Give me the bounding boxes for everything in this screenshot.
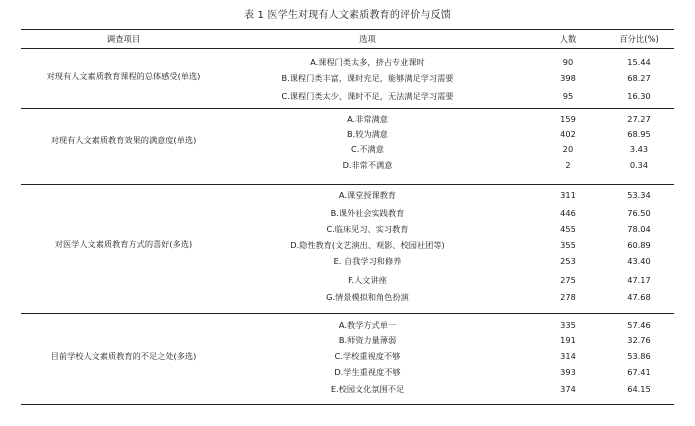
percent-value: 43.40 <box>627 256 651 266</box>
percent-value: 67.41 <box>627 367 651 377</box>
option-text: A.非常满意 <box>347 114 388 124</box>
count-value: 95 <box>562 91 574 101</box>
option-text: E. 自我学习和修养 <box>333 256 402 266</box>
table-top-rule <box>21 29 674 30</box>
percent-value: 3.43 <box>629 144 649 154</box>
count-value: 355 <box>560 240 576 250</box>
count-value: 278 <box>560 292 576 302</box>
count-value: 402 <box>560 129 576 139</box>
count-value: 393 <box>560 367 576 377</box>
option-text: A.课堂授课教育 <box>338 190 397 200</box>
header-item: 调查项目 <box>106 34 141 44</box>
percent-value: 47.17 <box>627 275 651 285</box>
percent-value: 16.30 <box>627 91 651 101</box>
count-value: 398 <box>560 73 576 83</box>
option-text: D.学生重视度不够 <box>334 367 401 377</box>
option-text: B.师资力量薄弱 <box>338 335 397 345</box>
percent-value: 0.34 <box>629 160 649 170</box>
group-separator-rule <box>21 313 674 314</box>
percent-value: 60.89 <box>627 240 651 250</box>
percent-value: 78.04 <box>627 224 651 234</box>
option-text: E.校园文化氛围不足 <box>330 384 405 394</box>
percent-value: 64.15 <box>627 384 651 394</box>
option-text: A.教学方式单一 <box>338 320 397 330</box>
option-text: D.隐性教育(文艺演出、观影、校园社团等) <box>290 240 445 250</box>
option-text: C.课程门类太少，课时不足，无法满足学习需要 <box>281 91 454 101</box>
count-value: 159 <box>560 114 576 124</box>
percent-value: 27.27 <box>627 114 651 124</box>
header-count: 人数 <box>559 34 577 44</box>
option-text: B.课程门类丰富，课时充足，能够满足学习需要 <box>281 73 454 83</box>
table-bottom-rule <box>21 404 674 405</box>
count-value: 311 <box>560 190 576 200</box>
count-value: 191 <box>560 335 576 345</box>
percent-value: 53.34 <box>627 190 651 200</box>
survey-item-label: 目前学校人文素质教育的不足之处(多选) <box>50 351 197 361</box>
percent-value: 53.86 <box>627 351 651 361</box>
option-text: C.临床见习、实习教育 <box>326 224 409 234</box>
survey-item-label: 对现有人文素质教育效果的满意度(单选) <box>50 135 197 145</box>
count-value: 2 <box>565 160 571 170</box>
percent-value: 15.44 <box>627 57 651 67</box>
option-text: G.情景模拟和角色扮演 <box>326 292 409 302</box>
table-caption: 表 1 医学生对现有人文素质教育的评价与反馈 <box>243 10 452 21</box>
percent-value: 47.68 <box>627 292 651 302</box>
count-value: 374 <box>560 384 576 394</box>
option-text: B.课外社会实践教育 <box>330 208 405 218</box>
survey-item-label: 对现有人文素质教育课程的总体感受(单选) <box>46 71 201 81</box>
header-option: 选项 <box>359 34 376 44</box>
table-header-rule <box>21 48 674 49</box>
percent-value: 68.95 <box>627 129 651 139</box>
percent-value: 32.76 <box>627 335 651 345</box>
percent-value: 76.50 <box>627 208 651 218</box>
option-text: A.课程门类太多，挤占专业课时 <box>310 57 425 67</box>
option-text: C.学校重视度不够 <box>334 351 401 361</box>
percent-value: 68.27 <box>627 73 651 83</box>
count-value: 275 <box>560 275 576 285</box>
option-text: B.较为满意 <box>347 129 388 139</box>
count-value: 335 <box>560 320 576 330</box>
count-value: 90 <box>562 57 574 67</box>
count-value: 20 <box>562 144 574 154</box>
option-text: C.不满意 <box>351 144 384 154</box>
count-value: 446 <box>560 208 576 218</box>
percent-value: 57.46 <box>627 320 651 330</box>
option-text: D.非常不满意 <box>342 160 393 170</box>
group-separator-rule <box>21 184 674 185</box>
header-percent: 百分比(%) <box>619 34 659 44</box>
count-value: 314 <box>560 351 576 361</box>
count-value: 253 <box>560 256 576 266</box>
group-separator-rule <box>21 108 674 109</box>
option-text: F.人文讲座 <box>348 275 387 285</box>
count-value: 455 <box>560 224 576 234</box>
survey-item-label: 对医学人文素质教育方式的喜好(多选) <box>54 239 193 249</box>
